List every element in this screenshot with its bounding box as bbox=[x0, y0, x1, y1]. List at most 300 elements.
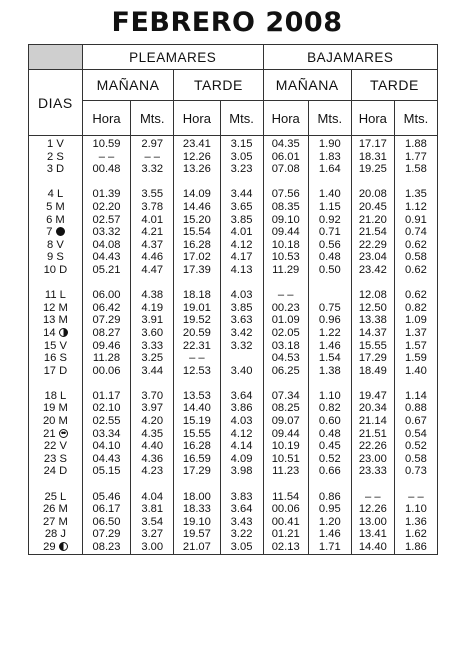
baja-manana-hora-cell: 08.35 bbox=[263, 201, 308, 214]
plea-manana-mts-cell: 4.36 bbox=[131, 453, 174, 466]
baja-tarde-hora-cell: 17.17 bbox=[351, 136, 394, 151]
plea-manana-hora-cell: 07.29 bbox=[82, 528, 130, 541]
baja-tarde-mts-cell: 1.88 bbox=[394, 136, 437, 151]
table-row bbox=[29, 465, 438, 478]
day-cell bbox=[29, 352, 83, 365]
baja-manana-hora-cell: 06.01 bbox=[263, 151, 308, 164]
baja-manana-hora-cell: 10.53 bbox=[263, 251, 308, 264]
plea-manana-mts-cell: 4.47 bbox=[131, 264, 174, 277]
baja-tarde-hora-cell: 21.14 bbox=[351, 415, 394, 428]
baja-manana-hora-cell: 11.54 bbox=[263, 491, 308, 504]
spacer-row bbox=[29, 176, 438, 189]
baja-manana-hora-cell: 07.56 bbox=[263, 188, 308, 201]
day-cell bbox=[29, 541, 83, 554]
plea-manana-mts-cell: 3.70 bbox=[131, 390, 174, 403]
plea-tarde-mts-cell: 3.98 bbox=[220, 465, 263, 478]
plea-manana-mts-cell: 4.46 bbox=[131, 251, 174, 264]
pleamares-manana-header: MAÑANA bbox=[82, 70, 173, 101]
plea-tarde-hora-cell: 17.02 bbox=[174, 251, 220, 264]
baja-manana-mts-cell: 0.75 bbox=[308, 302, 351, 315]
baja-tarde-mts-cell: 0.58 bbox=[394, 251, 437, 264]
plea-manana-mts-cell: 4.19 bbox=[131, 302, 174, 315]
spacer-cell bbox=[308, 478, 351, 491]
baja-manana-hora-cell: 04.35 bbox=[263, 136, 308, 151]
spacer-cell bbox=[263, 478, 308, 491]
day-cell bbox=[29, 402, 83, 415]
day-label: 1 V bbox=[47, 138, 64, 150]
full-moon-icon bbox=[59, 429, 68, 438]
pleamares-header: PLEAMARES bbox=[82, 45, 263, 70]
plea-tarde-hora-cell: 14.46 bbox=[174, 201, 220, 214]
plea-tarde-mts-cell: 4.12 bbox=[220, 239, 263, 252]
plea-manana-hora-cell: 06.17 bbox=[82, 503, 130, 516]
plea-tarde-hora-cell: 19.10 bbox=[174, 516, 220, 529]
baja-manana-hora-cell: 10.51 bbox=[263, 453, 308, 466]
baja-manana-mts-cell: 0.60 bbox=[308, 415, 351, 428]
spacer-cell bbox=[220, 478, 263, 491]
plea-manana-mts-cell: 3.60 bbox=[131, 327, 174, 340]
spacer-cell bbox=[308, 277, 351, 290]
baja-manana-mts-cell: 0.95 bbox=[308, 503, 351, 516]
table-row bbox=[29, 428, 438, 441]
plea-manana-hora-cell: 00.06 bbox=[82, 365, 130, 378]
baja-tarde-hora-cell: 14.40 bbox=[351, 541, 394, 554]
spacer-cell bbox=[394, 176, 437, 189]
day-label: 20 M bbox=[42, 415, 68, 428]
baja-tarde-hora-cell: 17.29 bbox=[351, 352, 394, 365]
plea-manana-hora-cell: 04.43 bbox=[82, 251, 130, 264]
day-label: 4 L bbox=[47, 188, 64, 201]
baja-manana-hora-cell: 09.10 bbox=[263, 214, 308, 227]
spacer-cell bbox=[174, 478, 220, 491]
spacer-cell bbox=[29, 377, 83, 390]
table-row bbox=[29, 365, 438, 378]
plea-manana-hora-cell: 05.21 bbox=[82, 264, 130, 277]
baja-manana-mts-cell: 1.46 bbox=[308, 340, 351, 353]
plea-tarde-mts-cell: 3.15 bbox=[220, 136, 263, 151]
baja-tarde-mts-cell: 0.52 bbox=[394, 440, 437, 453]
baja-manana-hora-cell: 06.25 bbox=[263, 365, 308, 378]
plea-tarde-hora-cell: 22.31 bbox=[174, 340, 220, 353]
spacer-cell bbox=[82, 277, 130, 290]
day-cell bbox=[29, 251, 83, 264]
plea-tarde-mts-cell: 3.05 bbox=[220, 151, 263, 164]
baja-tarde-hora-cell: 12.26 bbox=[351, 503, 394, 516]
plea-tarde-hora-cell: 13.53 bbox=[174, 390, 220, 403]
day-label: 17 D bbox=[43, 364, 68, 377]
day-cell bbox=[29, 453, 83, 466]
plea-tarde-mts-cell: 3.63 bbox=[220, 314, 263, 327]
plea-tarde-mts-cell: 3.65 bbox=[220, 201, 263, 214]
plea-manana-hora-cell: 04.10 bbox=[82, 440, 130, 453]
hora-header: Hora bbox=[263, 101, 308, 136]
plea-tarde-mts-cell: 4.09 bbox=[220, 453, 263, 466]
plea-tarde-hora-cell: 17.29 bbox=[174, 465, 220, 478]
plea-manana-hora-cell: 08.23 bbox=[82, 541, 130, 554]
baja-tarde-hora-cell: 20.08 bbox=[351, 188, 394, 201]
bajamares-header: BAJAMARES bbox=[263, 45, 437, 70]
plea-tarde-mts-cell: 3.83 bbox=[220, 491, 263, 504]
pleamares-tarde-header: TARDE bbox=[174, 70, 263, 101]
table-row bbox=[29, 289, 438, 302]
baja-manana-mts-cell: 1.64 bbox=[308, 163, 351, 176]
baja-tarde-hora-cell: 22.26 bbox=[351, 440, 394, 453]
plea-manana-hora-cell: 00.48 bbox=[82, 163, 130, 176]
table-row bbox=[29, 302, 438, 315]
baja-tarde-mts-cell: 1.09 bbox=[394, 314, 437, 327]
baja-manana-mts-cell: 1.71 bbox=[308, 541, 351, 554]
baja-manana-mts-cell: 1.40 bbox=[308, 188, 351, 201]
baja-manana-mts-cell: 1.15 bbox=[308, 201, 351, 214]
plea-tarde-mts-cell: 3.22 bbox=[220, 528, 263, 541]
baja-tarde-mts-cell: 1.59 bbox=[394, 352, 437, 365]
table-row bbox=[29, 264, 438, 277]
spacer-cell bbox=[29, 478, 83, 491]
plea-tarde-hora-cell: 23.41 bbox=[174, 136, 220, 151]
baja-tarde-mts-cell: 0.62 bbox=[394, 289, 437, 302]
baja-tarde-mts-cell: 1.86 bbox=[394, 541, 437, 554]
table-row bbox=[29, 503, 438, 516]
baja-tarde-hora-cell: 21.54 bbox=[351, 226, 394, 239]
plea-tarde-hora-cell: 18.33 bbox=[174, 503, 220, 516]
spacer-cell bbox=[351, 478, 394, 491]
spacer-cell bbox=[263, 377, 308, 390]
plea-manana-hora-cell: 02.20 bbox=[82, 201, 130, 214]
spacer-row bbox=[29, 478, 438, 491]
spacer-cell bbox=[82, 176, 130, 189]
day-cell bbox=[29, 365, 83, 378]
day-cell bbox=[29, 390, 83, 403]
baja-tarde-hora-cell: 23.42 bbox=[351, 264, 394, 277]
baja-manana-mts-cell: 0.96 bbox=[308, 314, 351, 327]
spacer-cell bbox=[351, 277, 394, 290]
spacer-cell bbox=[394, 377, 437, 390]
plea-manana-hora-cell: 11.28 bbox=[82, 352, 130, 365]
baja-tarde-hora-cell: 18.31 bbox=[351, 151, 394, 164]
spacer-cell bbox=[131, 478, 174, 491]
day-label: 28 J bbox=[44, 528, 66, 541]
baja-manana-hora-cell: 07.08 bbox=[263, 163, 308, 176]
first-quarter-moon-icon bbox=[59, 328, 68, 337]
baja-tarde-hora-cell: 19.47 bbox=[351, 390, 394, 403]
plea-manana-mts-cell: 4.20 bbox=[131, 415, 174, 428]
day-cell bbox=[29, 503, 83, 516]
table-row bbox=[29, 453, 438, 466]
plea-tarde-mts-cell: 4.14 bbox=[220, 440, 263, 453]
plea-tarde-hora-cell: 19.01 bbox=[174, 302, 220, 315]
day-cell bbox=[29, 491, 83, 504]
table-row bbox=[29, 352, 438, 365]
plea-tarde-hora-cell: 15.20 bbox=[174, 214, 220, 227]
baja-tarde-mts-cell: 0.91 bbox=[394, 214, 437, 227]
baja-manana-hora-cell: 01.21 bbox=[263, 528, 308, 541]
baja-tarde-hora-cell: – – bbox=[351, 491, 394, 504]
plea-tarde-hora-cell: 18.00 bbox=[174, 491, 220, 504]
day-cell bbox=[29, 516, 83, 529]
plea-tarde-hora-cell: 13.26 bbox=[174, 163, 220, 176]
table-row bbox=[29, 541, 438, 554]
spacer-cell bbox=[351, 176, 394, 189]
baja-tarde-mts-cell: 1.62 bbox=[394, 528, 437, 541]
baja-tarde-hora-cell: 13.41 bbox=[351, 528, 394, 541]
spacer-cell bbox=[394, 277, 437, 290]
baja-tarde-mts-cell: 0.62 bbox=[394, 264, 437, 277]
day-label: 2 S bbox=[47, 150, 64, 163]
hora-header: Hora bbox=[82, 101, 130, 136]
plea-manana-mts-cell: 3.91 bbox=[131, 314, 174, 327]
table-row bbox=[29, 136, 438, 151]
spacer-cell bbox=[131, 377, 174, 390]
plea-tarde-mts-cell: 4.01 bbox=[220, 226, 263, 239]
tide-table-body bbox=[29, 136, 438, 555]
baja-manana-mts-cell: 1.54 bbox=[308, 352, 351, 365]
baja-manana-mts-cell: 1.90 bbox=[308, 136, 351, 151]
baja-manana-hora-cell: 07.34 bbox=[263, 390, 308, 403]
baja-manana-mts-cell: 0.86 bbox=[308, 491, 351, 504]
table-row bbox=[29, 440, 438, 453]
baja-manana-mts-cell: 0.56 bbox=[308, 239, 351, 252]
spacer-cell bbox=[308, 377, 351, 390]
plea-manana-mts-cell: 4.04 bbox=[131, 491, 174, 504]
baja-tarde-hora-cell: 20.45 bbox=[351, 201, 394, 214]
spacer-cell bbox=[220, 176, 263, 189]
spacer-cell bbox=[82, 377, 130, 390]
plea-tarde-mts-cell: 3.32 bbox=[220, 340, 263, 353]
plea-manana-hora-cell: 01.17 bbox=[82, 390, 130, 403]
spacer-cell bbox=[174, 277, 220, 290]
plea-manana-hora-cell: 01.39 bbox=[82, 188, 130, 201]
baja-tarde-mts-cell: 0.54 bbox=[394, 428, 437, 441]
baja-tarde-hora-cell: 13.00 bbox=[351, 516, 394, 529]
plea-manana-hora-cell: 07.29 bbox=[82, 314, 130, 327]
baja-tarde-mts-cell: 0.82 bbox=[394, 302, 437, 315]
baja-manana-mts-cell: 1.38 bbox=[308, 365, 351, 378]
baja-tarde-hora-cell: 23.04 bbox=[351, 251, 394, 264]
baja-tarde-mts-cell: 1.35 bbox=[394, 188, 437, 201]
plea-tarde-mts-cell: 4.12 bbox=[220, 428, 263, 441]
baja-manana-mts-cell: 1.10 bbox=[308, 390, 351, 403]
plea-tarde-hora-cell: 20.59 bbox=[174, 327, 220, 340]
tide-table bbox=[28, 44, 438, 555]
baja-manana-mts-cell: 0.82 bbox=[308, 402, 351, 415]
day-label: 21 bbox=[43, 427, 56, 440]
new-moon-icon bbox=[56, 227, 65, 236]
plea-tarde-mts-cell: 3.85 bbox=[220, 214, 263, 227]
baja-manana-hora-cell: – – bbox=[263, 289, 308, 302]
table-row bbox=[29, 402, 438, 415]
table-row bbox=[29, 390, 438, 403]
plea-tarde-mts-cell: 3.23 bbox=[220, 163, 263, 176]
plea-manana-mts-cell: 4.01 bbox=[131, 214, 174, 227]
plea-manana-mts-cell: – – bbox=[131, 151, 174, 164]
baja-manana-hora-cell: 00.23 bbox=[263, 302, 308, 315]
plea-manana-mts-cell: 3.32 bbox=[131, 163, 174, 176]
plea-manana-mts-cell: 4.21 bbox=[131, 226, 174, 239]
day-label: 13 M bbox=[42, 314, 68, 327]
baja-manana-hora-cell: 03.18 bbox=[263, 340, 308, 353]
baja-manana-mts-cell: 0.52 bbox=[308, 453, 351, 466]
baja-manana-mts-cell: 1.83 bbox=[308, 151, 351, 164]
baja-tarde-mts-cell: 1.77 bbox=[394, 151, 437, 164]
dias-header: DIAS bbox=[29, 70, 83, 136]
spacer-cell bbox=[29, 176, 83, 189]
baja-manana-hora-cell: 09.07 bbox=[263, 415, 308, 428]
plea-manana-hora-cell: 03.32 bbox=[82, 226, 130, 239]
plea-tarde-hora-cell: 19.52 bbox=[174, 314, 220, 327]
baja-tarde-mts-cell: 0.62 bbox=[394, 239, 437, 252]
baja-manana-mts-cell: 0.48 bbox=[308, 251, 351, 264]
baja-manana-mts-cell: 0.71 bbox=[308, 226, 351, 239]
plea-manana-hora-cell: 08.27 bbox=[82, 327, 130, 340]
plea-manana-hora-cell: 04.08 bbox=[82, 239, 130, 252]
plea-tarde-hora-cell: 17.39 bbox=[174, 264, 220, 277]
day-cell bbox=[29, 163, 83, 176]
plea-tarde-hora-cell: 18.18 bbox=[174, 289, 220, 302]
table-row bbox=[29, 201, 438, 214]
day-cell bbox=[29, 340, 83, 353]
day-cell bbox=[29, 188, 83, 201]
page-title: FEBRERO 2008 bbox=[111, 7, 343, 38]
day-label: 12 M bbox=[42, 301, 68, 314]
day-label: 5 M bbox=[46, 200, 65, 213]
day-cell bbox=[29, 226, 83, 239]
day-cell bbox=[29, 151, 83, 164]
day-label: 24 D bbox=[43, 465, 68, 478]
table-row bbox=[29, 516, 438, 529]
day-label: 11 L bbox=[44, 289, 66, 302]
plea-manana-hora-cell: 02.55 bbox=[82, 415, 130, 428]
baja-manana-hora-cell: 09.44 bbox=[263, 226, 308, 239]
baja-tarde-mts-cell: – – bbox=[394, 491, 437, 504]
day-cell bbox=[29, 264, 83, 277]
plea-manana-hora-cell: 05.46 bbox=[82, 491, 130, 504]
plea-tarde-hora-cell: 16.28 bbox=[174, 440, 220, 453]
baja-manana-mts-cell bbox=[308, 289, 351, 302]
table-row bbox=[29, 251, 438, 264]
table-row bbox=[29, 340, 438, 353]
plea-tarde-mts-cell: 3.40 bbox=[220, 365, 263, 378]
table-row bbox=[29, 239, 438, 252]
plea-manana-mts-cell: 2.97 bbox=[131, 136, 174, 151]
plea-manana-mts-cell: 4.35 bbox=[131, 428, 174, 441]
spacer-cell bbox=[174, 176, 220, 189]
day-cell bbox=[29, 201, 83, 214]
day-cell bbox=[29, 314, 83, 327]
baja-manana-hora-cell: 02.13 bbox=[263, 541, 308, 554]
day-cell bbox=[29, 440, 83, 453]
plea-manana-mts-cell: 3.27 bbox=[131, 528, 174, 541]
table-row bbox=[29, 188, 438, 201]
plea-manana-mts-cell: 4.38 bbox=[131, 289, 174, 302]
plea-tarde-hora-cell: 12.26 bbox=[174, 151, 220, 164]
baja-manana-hora-cell: 02.05 bbox=[263, 327, 308, 340]
baja-tarde-mts-cell: 1.12 bbox=[394, 201, 437, 214]
plea-manana-mts-cell: 3.97 bbox=[131, 402, 174, 415]
plea-manana-mts-cell: 3.54 bbox=[131, 516, 174, 529]
spacer-cell bbox=[131, 176, 174, 189]
day-label: 6 M bbox=[46, 213, 65, 226]
plea-manana-hora-cell: 10.59 bbox=[82, 136, 130, 151]
day-cell bbox=[29, 327, 83, 340]
baja-tarde-hora-cell: 21.51 bbox=[351, 428, 394, 441]
plea-manana-mts-cell: 4.37 bbox=[131, 239, 174, 252]
baja-manana-mts-cell: 0.48 bbox=[308, 428, 351, 441]
plea-tarde-mts-cell: 3.42 bbox=[220, 327, 263, 340]
baja-manana-mts-cell: 1.46 bbox=[308, 528, 351, 541]
spacer-cell bbox=[29, 277, 83, 290]
plea-tarde-hora-cell: 16.59 bbox=[174, 453, 220, 466]
plea-manana-hora-cell: 05.15 bbox=[82, 465, 130, 478]
plea-manana-mts-cell: 3.55 bbox=[131, 188, 174, 201]
day-cell bbox=[29, 528, 83, 541]
day-label: 18 L bbox=[44, 389, 67, 402]
spacer-cell bbox=[131, 277, 174, 290]
baja-tarde-hora-cell: 20.34 bbox=[351, 402, 394, 415]
baja-tarde-mts-cell: 1.58 bbox=[394, 163, 437, 176]
baja-tarde-mts-cell: 1.36 bbox=[394, 516, 437, 529]
plea-tarde-hora-cell: 14.40 bbox=[174, 402, 220, 415]
spacer-cell bbox=[263, 277, 308, 290]
plea-tarde-mts-cell: 3.05 bbox=[220, 541, 263, 554]
plea-manana-mts-cell: 4.23 bbox=[131, 465, 174, 478]
plea-tarde-mts-cell: 4.13 bbox=[220, 264, 263, 277]
plea-tarde-hora-cell: 21.07 bbox=[174, 541, 220, 554]
day-cell bbox=[29, 136, 83, 151]
baja-tarde-mts-cell: 1.57 bbox=[394, 340, 437, 353]
day-cell bbox=[29, 428, 83, 441]
mts-header: Mts. bbox=[220, 101, 263, 136]
baja-manana-hora-cell: 04.53 bbox=[263, 352, 308, 365]
baja-tarde-mts-cell: 0.88 bbox=[394, 402, 437, 415]
table-row bbox=[29, 327, 438, 340]
baja-manana-hora-cell: 08.25 bbox=[263, 402, 308, 415]
day-label: 15 V bbox=[43, 339, 67, 352]
plea-manana-hora-cell: 06.50 bbox=[82, 516, 130, 529]
spacer-row bbox=[29, 277, 438, 290]
plea-tarde-mts-cell: 4.17 bbox=[220, 251, 263, 264]
day-label: 19 M bbox=[42, 402, 68, 415]
spacer-cell bbox=[82, 478, 130, 491]
plea-manana-hora-cell: 06.00 bbox=[82, 289, 130, 302]
day-label: 16 S bbox=[43, 352, 67, 365]
plea-tarde-mts-cell: 3.85 bbox=[220, 302, 263, 315]
plea-manana-hora-cell: 09.46 bbox=[82, 340, 130, 353]
table-row bbox=[29, 214, 438, 227]
plea-tarde-hora-cell: 14.09 bbox=[174, 188, 220, 201]
baja-tarde-mts-cell: 1.37 bbox=[394, 327, 437, 340]
spacer-row bbox=[29, 377, 438, 390]
plea-tarde-mts-cell: 3.64 bbox=[220, 390, 263, 403]
table-row bbox=[29, 528, 438, 541]
spacer-cell bbox=[394, 478, 437, 491]
plea-manana-hora-cell: 02.57 bbox=[82, 214, 130, 227]
plea-manana-hora-cell: 04.43 bbox=[82, 453, 130, 466]
hora-header: Hora bbox=[174, 101, 220, 136]
baja-manana-hora-cell: 09.44 bbox=[263, 428, 308, 441]
baja-manana-mts-cell: 0.92 bbox=[308, 214, 351, 227]
mts-header: Mts. bbox=[131, 101, 174, 136]
plea-tarde-mts-cell: 3.43 bbox=[220, 516, 263, 529]
baja-manana-hora-cell: 01.09 bbox=[263, 314, 308, 327]
plea-tarde-mts-cell: 3.44 bbox=[220, 188, 263, 201]
table-row bbox=[29, 151, 438, 164]
corner-cell bbox=[29, 45, 83, 70]
spacer-cell bbox=[263, 176, 308, 189]
day-cell bbox=[29, 214, 83, 227]
mts-header: Mts. bbox=[308, 101, 351, 136]
last-quarter-moon-icon bbox=[59, 542, 68, 551]
table-row bbox=[29, 163, 438, 176]
